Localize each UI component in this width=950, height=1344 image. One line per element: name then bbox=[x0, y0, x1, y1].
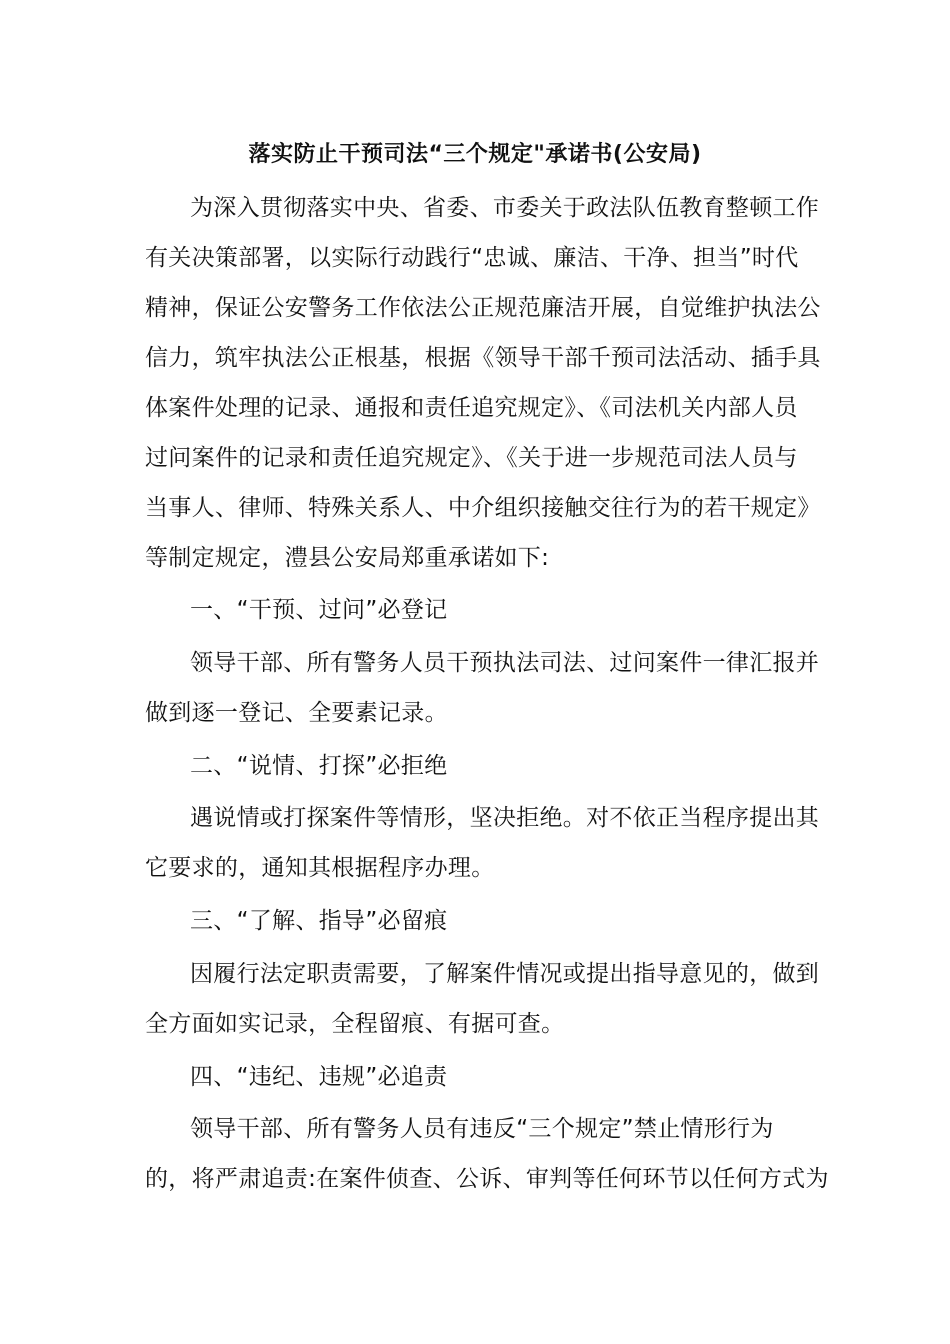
paragraph-line: 因履行法定职责需要，了解案件情况或提出指导意见的，做到 bbox=[190, 961, 820, 987]
paragraph-line: 精神，保证公安警务工作依法公正规范廉洁开展，自觉维护执法公 bbox=[145, 295, 821, 321]
paragraph-line: 体案件处理的记录、通报和责任追究规定》、《司法机关内部人员 bbox=[145, 395, 798, 421]
paragraph-line: 信力，筑牢执法公正根基，根据《领导干部千预司法活动、插手具 bbox=[145, 345, 821, 371]
paragraph-line: 做到逐一登记、全要素记录。 bbox=[145, 700, 448, 726]
document-title: 落实防止干预司法“三个规定"承诺书(公安局) bbox=[248, 142, 702, 167]
section-heading: 三、“了解、指导”必留痕 bbox=[190, 908, 448, 934]
section-heading: 四、“违纪、违规”必追责 bbox=[190, 1064, 448, 1090]
paragraph-line: 过问案件的记录和责任追究规定》、《关于进一步规范司法人员与 bbox=[145, 445, 798, 471]
paragraph-line: 有关决策部署，以实际行动践行“忠诚、廉洁、干净、担当”时代 bbox=[145, 245, 799, 271]
paragraph-line: 它要求的，通知其根据程序办理。 bbox=[145, 855, 495, 881]
paragraph-line: 领导干部、所有警务人员干预执法司法、过问案件一律汇报并 bbox=[190, 650, 820, 676]
paragraph-line: 为深入贯彻落实中央、省委、市委关于政法队伍教育整顿工作 bbox=[190, 195, 820, 221]
paragraph-line: 遇说情或打探案件等情形，坚决拒绝。对不依正当程序提出其 bbox=[190, 805, 820, 831]
section-heading: 一、“干预、过问”必登记 bbox=[190, 597, 448, 623]
paragraph-line: 当事人、律师、特殊关系人、中介组织接触交往行为的若干规定》 bbox=[145, 495, 821, 521]
paragraph-line: 领导干部、所有警务人员有违反“三个规定”禁止情形行为 bbox=[190, 1116, 774, 1142]
paragraph-line: 的，将严肃追责:在案件侦查、公诉、审判等任何环节以任何方式为 bbox=[145, 1166, 829, 1192]
section-heading: 二、“说情、打探”必拒绝 bbox=[190, 753, 448, 779]
paragraph-line: 等制定规定，澧县公安局郑重承诺如下: bbox=[145, 545, 550, 571]
paragraph-line: 全方面如实记录，全程留痕、有据可查。 bbox=[145, 1011, 565, 1037]
